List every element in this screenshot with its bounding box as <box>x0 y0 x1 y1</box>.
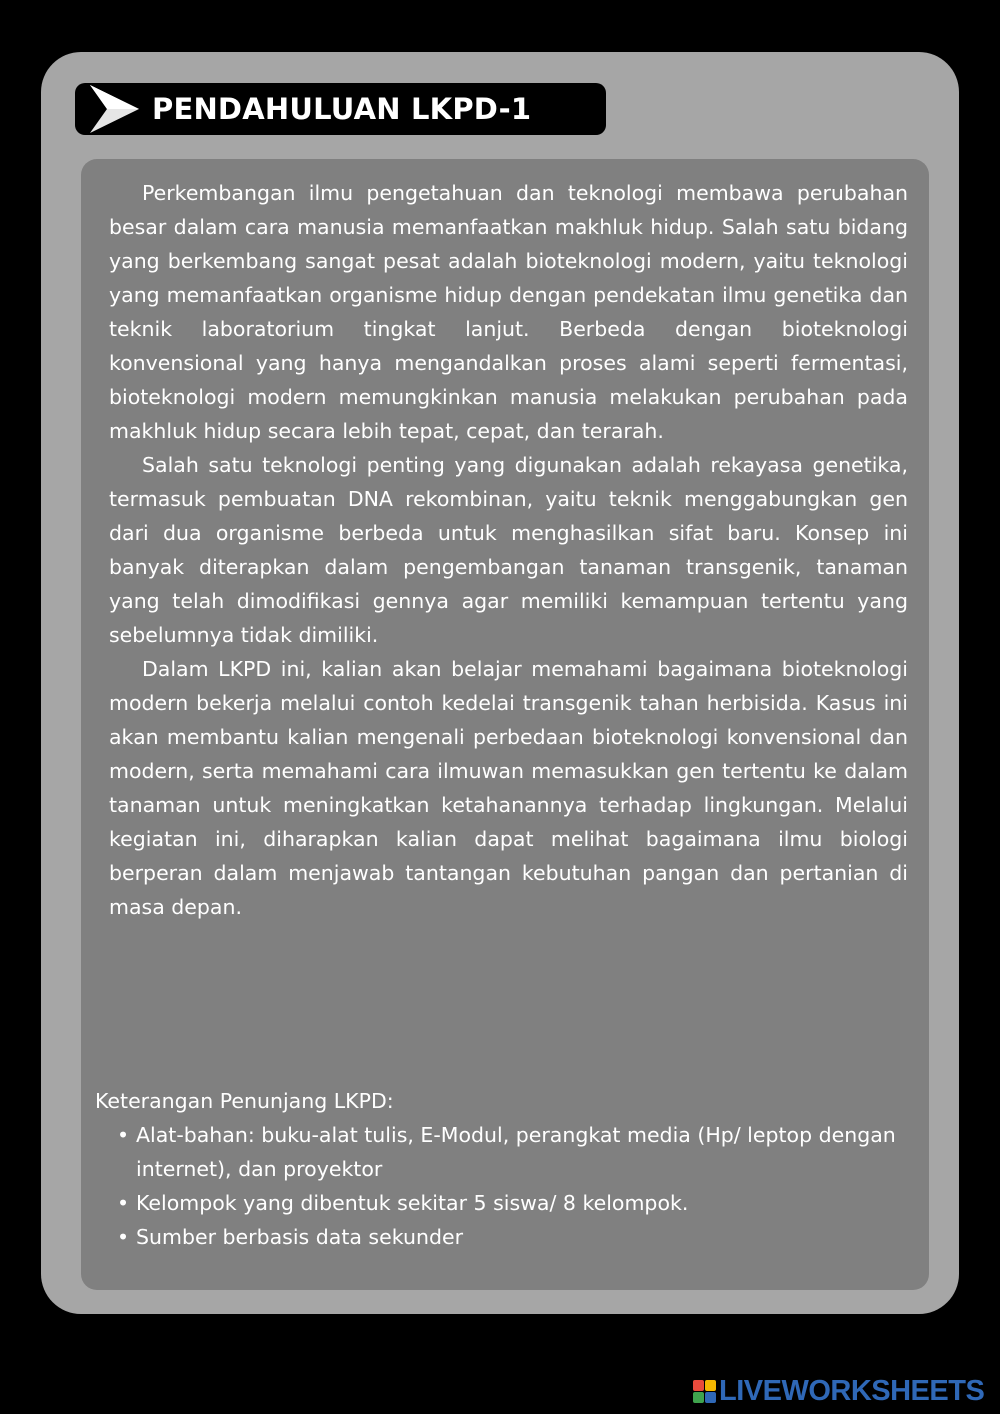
logo-mark-icon <box>693 1380 716 1403</box>
intro-text <box>109 176 908 924</box>
page-title: PENDAHULUAN LKPD-1 <box>152 92 532 126</box>
bullet-icon: • <box>117 1225 130 1249</box>
arrow-icon <box>87 83 143 135</box>
notes-section <box>95 1084 925 1254</box>
bullet-icon: • <box>117 1191 130 1215</box>
list-item <box>117 1118 916 1186</box>
liveworksheets-logo <box>693 1374 984 1408</box>
list-item <box>117 1220 916 1254</box>
logo-mark-square <box>693 1392 704 1403</box>
bullet-icon: • <box>117 1123 130 1147</box>
logo-mark-square <box>705 1392 716 1403</box>
intro-paragraph-1: Perkembangan ilmu pengetahuan dan teknologi membawa perubahan besar dalam cara manusia memanfaatkan makhluk hidup. Salah satu bidang yang berkembang sangat pesat adalah bioteknologi modern, yaitu teknologi yang memanfaatkan organisme hidup dengan pendekatan ilmu genetika dan teknik laboratorium tingkat lanjut. Berbeda dengan bioteknologi konvensional yang hanya mengandalkan proses alami seperti fermentasi, bioteknologi modern memungkinkan manusia melakukan perubahan pada makhluk hidup secara lebih tepat, cepat, dan terarah. <box>109 181 908 443</box>
list-item <box>117 1186 916 1220</box>
title-bar <box>75 83 606 135</box>
logo-mark-square <box>705 1380 716 1391</box>
logo-text: LIVEWORKSHEETS <box>719 1374 985 1407</box>
intro-paragraph-2: Salah satu teknologi penting yang digunakan adalah rekayasa genetika, termasuk pembuatan DNA rekombinan, yaitu teknik menggabungkan gen dari dua organisme berbeda untuk menghasilkan sifat baru. Konsep ini banyak diterapkan dalam pengembangan tanaman transgenik, tanaman yang telah dimodifikasi gennya agar memiliki kemampuan tertentu yang sebelumnya tidak dimiliki. <box>109 453 908 647</box>
intro-paragraph-3: Dalam LKPD ini, kalian akan belajar memahami bagaimana bioteknologi modern bekerja melalui contoh kedelai transgenik tahan herbisida. Kasus ini akan membantu kalian mengenali perbedaan bioteknologi konvensional dan modern, serta memahami cara ilmuwan memasukkan gen tertentu ke dalam tanaman untuk meningkatkan ketahanannya terhadap lingkungan. Melalui kegiatan ini, diharapkan kalian dapat melihat bagaimana ilmu biologi berperan dalam menjawab tantangan kebutuhan pangan dan pertanian di masa depan. <box>109 657 908 919</box>
list-item-text: Kelompok yang dibentuk sekitar 5 siswa/ 8 kelompok. <box>136 1191 689 1215</box>
logo-mark-square <box>693 1380 704 1391</box>
notes-list <box>95 1118 925 1254</box>
list-item-text: Alat-bahan: buku-alat tulis, E-Modul, perangkat media (Hp/ leptop dengan internet), dan proyektor <box>136 1123 896 1181</box>
notes-heading: Keterangan Penunjang LKPD: <box>95 1089 394 1113</box>
list-item-text: Sumber berbasis data sekunder <box>136 1225 464 1249</box>
